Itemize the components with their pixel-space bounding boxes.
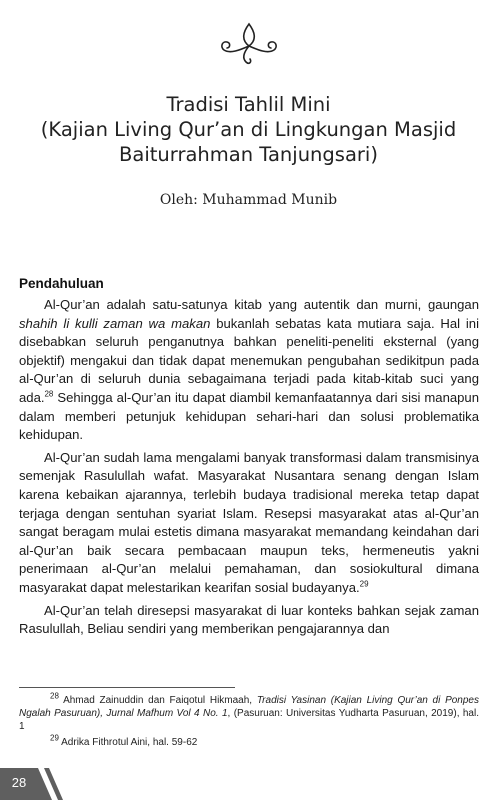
page-footer [0, 768, 90, 800]
title-line-1: Tradisi Tahlil Mini [166, 93, 331, 116]
paragraph-1 [19, 296, 479, 445]
footnote-28 [19, 691, 479, 733]
footnote-28-text-b: , (Pasuruan: Universitas Yudharta Pasuruan, 2019), hal. 1 [19, 708, 479, 732]
section-heading: Pendahuluan [19, 276, 104, 291]
paragraph-1-text-a: Al-Qur’an adalah satu-satunya kitab yang autentik dan murni, gaungan [44, 297, 479, 312]
paragraph-2-text: Al-Qur’an sudah lama mengalami banyak transformasi dalam transmisinya semenjak Rasulullah wafat. Masyarakat Nusantara senang dengan Islam karena kebaikan ajarannya, terlebih budaya tradisional mereka tetap dapat terjaga dengan sentuhan syariat Islam. Resepsi masyarakat atas al-Qur’an sangat beragam mulai estetis dimana masyarakat memandang keindahan dari al-Qur’an baik secara pembacaan maupun teks, hermeneutis yakni penerimaan al-Qur’an melalui pemahaman, dan sosiokultural dimana masyarakat dapat melestarikan kearifan sosial budayanya. [19, 449, 479, 595]
title-line-3: Baiturrahman Tanjungsari) [119, 143, 378, 166]
paragraph-2 [19, 449, 479, 598]
page-number: 28 [11, 775, 27, 790]
footnote-29-number: 29 [50, 733, 59, 743]
footnote-28-number: 28 [50, 691, 59, 701]
body-text [19, 296, 479, 643]
footnote-ref-28[interactable]: 28 [44, 389, 54, 399]
footnote-28-text-a: Ahmad Zainuddin dan Faiqotul Hikmaah, [58, 695, 257, 706]
paragraph-3: Al-Qur’an telah diresepsi masyarakat di luar konteks bahkan sejak zaman Rasulullah, Beliau sendiri yang memberikan pengajarannya dan [19, 602, 479, 637]
chapter-title [0, 92, 497, 167]
paragraph-1-text-c: Sehingga al-Qur’an itu dapat diambil kemanfaatannya dari sisi manapun dalam memberi petunjuk kehidupan sehari-hari dan solusi problematika kehidupan. [19, 389, 479, 443]
author-byline: Oleh: Muhammad Munib [159, 192, 338, 208]
title-line-2: (Kajian Living Qur’an di Lingkungan Masjid [40, 118, 457, 141]
footnote-29-text: Adrika Fithrotul Aini, hal. 59-62 [58, 737, 198, 748]
footnote-ref-29[interactable]: 29 [359, 579, 369, 589]
paragraph-1-italic: shahih li kulli zaman wa makan [19, 315, 211, 331]
footnote-divider [19, 687, 235, 688]
decorative-ornament-icon [218, 20, 280, 68]
paragraph-1-text-b: bukanlah sebatas kata mutiara saja. Hal ini disebabkan seluruh penganutnya bahkan peneliti-peneliti eksternal (yang objektif) mengakui dan tidak dapat menemukan pengubahan sedikitpun pada al-Qur’an di seluruh dunia sebagaimana terjadi pada kitab-kitab suci yang ada. [19, 315, 479, 405]
footnote-29 [19, 733, 479, 749]
footnote-28-italic: Tradisi Yasinan (Kajian Living Qur’an di Ponpes Ngalah Pasuruan), Jurnal Mafhum Vol 4 No. 1 [19, 695, 479, 719]
